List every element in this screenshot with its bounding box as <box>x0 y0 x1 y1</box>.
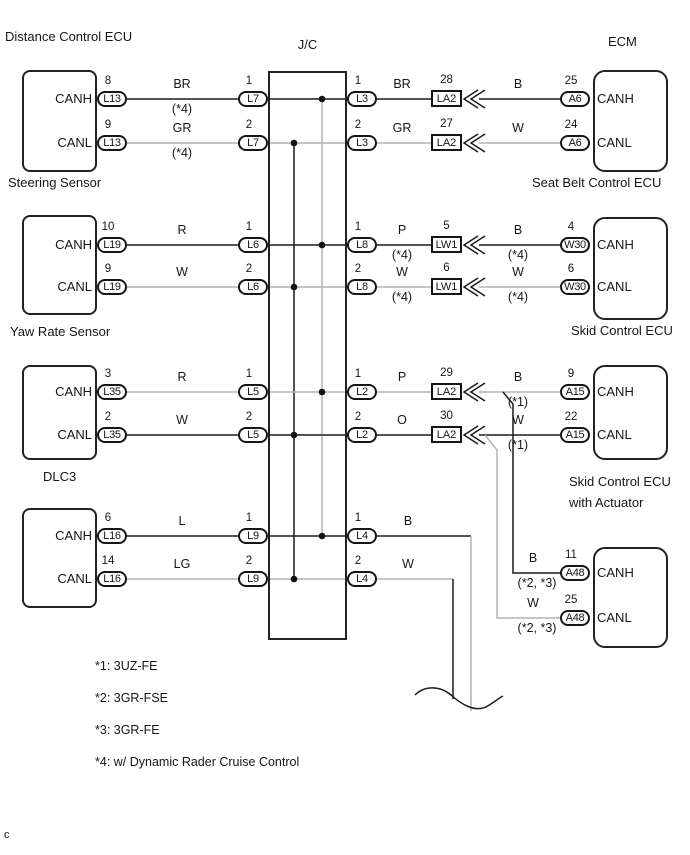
component-box-right-1 <box>593 217 668 320</box>
wire-color-label: P <box>397 370 407 384</box>
connector-oval: A48 <box>560 565 590 581</box>
label-line-1: Skid Control ECU <box>569 474 671 489</box>
pin-number: 3 <box>104 368 112 380</box>
junction-connector-box <box>268 71 347 640</box>
pin-number: 1 <box>245 221 253 233</box>
pin-number: 6 <box>443 262 450 274</box>
splice-connector: LA2 <box>431 383 462 400</box>
pin-number: 1 <box>354 221 362 233</box>
connector-oval: L8 <box>347 237 377 253</box>
connector-oval: A48 <box>560 610 590 626</box>
wire-note-label: (*2, *3) <box>517 576 557 590</box>
pin-number: 2 <box>354 411 362 423</box>
connector-oval: L6 <box>238 279 268 295</box>
pin-number: 1 <box>354 512 362 524</box>
pin-number: 9 <box>104 119 112 131</box>
signal-label: CANH <box>597 565 634 580</box>
wire-color-label: R <box>177 370 187 384</box>
splice-connector: LA2 <box>431 134 462 151</box>
signal-label: CANL <box>597 135 632 150</box>
wire-color-label: B <box>513 370 523 384</box>
note-3: *3: 3GR-FE <box>95 723 160 737</box>
wire-color-label: GR <box>172 121 192 135</box>
wire-color-label: W <box>527 596 539 610</box>
wire-color-label: W <box>512 121 524 135</box>
pin-number: 25 <box>564 75 578 87</box>
pin-number: 5 <box>443 220 450 232</box>
connector-oval: L8 <box>347 279 377 295</box>
label-junction-connector: J/C <box>297 37 318 52</box>
pin-number: 2 <box>245 411 253 423</box>
pin-number: 1 <box>245 75 253 87</box>
pin-number: 9 <box>567 368 575 380</box>
connector-oval: L2 <box>347 384 377 400</box>
pin-number: 27 <box>440 118 453 130</box>
connector-oval: A15 <box>560 384 590 400</box>
label-skid-control-ecu: Skid Control ECU <box>571 323 673 338</box>
wire-note-label: (*4) <box>391 290 413 304</box>
splice-connector: LA2 <box>431 90 462 107</box>
connector-oval: L4 <box>347 571 377 587</box>
signal-label: CANL <box>597 610 632 625</box>
label-distance-control-ecu: Distance Control ECU <box>5 29 133 44</box>
pin-number: 11 <box>565 549 577 561</box>
connector-oval: L4 <box>347 528 377 544</box>
connector-oval: L6 <box>238 237 268 253</box>
page-marker: c <box>4 829 10 841</box>
pin-number: 1 <box>245 368 253 380</box>
break-wave <box>415 688 503 709</box>
wire-color-label: LG <box>173 557 191 571</box>
pin-number: 29 <box>440 367 453 379</box>
wire-color-label: R <box>177 223 187 237</box>
wire-color-label: O <box>397 413 407 427</box>
pin-number: 25 <box>564 594 578 606</box>
connector-oval: L13 <box>97 135 127 151</box>
component-box-left-1 <box>22 215 97 315</box>
pin-number: 2 <box>245 555 253 567</box>
pin-number: 1 <box>245 512 253 524</box>
pin-number: 4 <box>567 221 575 233</box>
label-ecm: ECM <box>608 34 637 49</box>
pin-number: 10 <box>101 221 115 233</box>
signal-label: CANH <box>55 237 92 252</box>
connector-oval: L7 <box>238 135 268 151</box>
wire-color-label: W <box>512 265 524 279</box>
connector-oval: L19 <box>97 279 127 295</box>
pin-number: 2 <box>245 263 253 275</box>
connector-oval: L9 <box>238 528 268 544</box>
connector-oval: L35 <box>97 384 127 400</box>
label-steering-sensor: Steering Sensor <box>8 175 102 190</box>
connector-oval: L7 <box>238 91 268 107</box>
wire-color-label: W <box>396 265 408 279</box>
pin-number: 28 <box>440 74 453 86</box>
component-box-right-0 <box>593 70 668 172</box>
connector-oval: L3 <box>347 91 377 107</box>
wire-note-label: (*4) <box>171 102 193 116</box>
wire-color-label: W <box>402 557 414 571</box>
wire-color-label: W <box>176 265 188 279</box>
pin-number: 6 <box>567 263 575 275</box>
pin-number: 14 <box>101 555 115 567</box>
wire-color-label: W <box>176 413 188 427</box>
pin-number: 1 <box>354 75 362 87</box>
wire-note-label: (*4) <box>171 146 193 160</box>
splice-connector: LW1 <box>431 236 462 253</box>
wire-color-label: B <box>513 77 523 91</box>
wire-color-label: B <box>403 514 413 528</box>
pin-number: 24 <box>564 119 578 131</box>
pin-number: 6 <box>104 512 112 524</box>
signal-label: CANH <box>597 91 634 106</box>
label-seat-belt-control-ecu: Seat Belt Control ECU <box>532 175 662 190</box>
pin-number: 30 <box>440 410 453 422</box>
connector-oval: L9 <box>238 571 268 587</box>
wire-color-label: GR <box>392 121 412 135</box>
wire-color-label: B <box>513 223 523 237</box>
connector-oval: A6 <box>560 135 590 151</box>
signal-label: CANL <box>57 427 92 442</box>
engine-notes <box>95 660 299 788</box>
component-box-right-2 <box>593 365 668 460</box>
wire-note-label: (*4) <box>507 248 529 262</box>
component-box-left-2 <box>22 365 97 460</box>
wire-note-label: (*1) <box>507 395 529 409</box>
label-yaw-rate-sensor: Yaw Rate Sensor <box>10 324 111 339</box>
connector-oval: L3 <box>347 135 377 151</box>
signal-label: CANL <box>57 135 92 150</box>
pin-number: 2 <box>354 263 362 275</box>
signal-label: CANL <box>597 427 632 442</box>
connector-oval: L2 <box>347 427 377 443</box>
note-1: *1: 3UZ-FE <box>95 659 158 673</box>
pin-number: 22 <box>564 411 578 423</box>
signal-label: CANH <box>597 237 634 252</box>
splice-connector: LW1 <box>431 278 462 295</box>
wire-note-label: (*4) <box>391 248 413 262</box>
note-4: *4: w/ Dynamic Rader Cruise Control <box>95 755 300 769</box>
splice-connector: LA2 <box>431 426 462 443</box>
connector-oval: A15 <box>560 427 590 443</box>
wire-note-label: (*1) <box>507 438 529 452</box>
label-skid-control-ecu-with-actuator <box>569 471 671 513</box>
wire-color-label: BR <box>393 77 411 91</box>
signal-label: CANL <box>597 279 632 294</box>
wire-color-label: BR <box>173 77 191 91</box>
connector-oval: L19 <box>97 237 127 253</box>
pin-number: 2 <box>354 119 362 131</box>
pin-number: 1 <box>354 368 362 380</box>
connector-oval: L5 <box>238 384 268 400</box>
label-line-2: with Actuator <box>569 495 644 510</box>
component-box-left-0 <box>22 70 97 172</box>
wire-note-label: (*4) <box>507 290 529 304</box>
pin-number: 8 <box>104 75 112 87</box>
pin-number: 2 <box>104 411 112 423</box>
wire-color-label: B <box>528 551 538 565</box>
wire-color-label: L <box>178 514 186 528</box>
signal-label: CANH <box>597 384 634 399</box>
pin-number: 2 <box>354 555 362 567</box>
signal-label: CANH <box>55 384 92 399</box>
signal-label: CANL <box>57 279 92 294</box>
branch-wire-w <box>485 435 561 618</box>
connector-oval: L13 <box>97 91 127 107</box>
signal-label: CANH <box>55 91 92 106</box>
connector-oval: L16 <box>97 571 127 587</box>
connector-oval: L5 <box>238 427 268 443</box>
wire-color-label: W <box>512 413 524 427</box>
wire-note-label: (*2, *3) <box>517 621 557 635</box>
component-box-left-3 <box>22 508 97 608</box>
connector-oval: L16 <box>97 528 127 544</box>
connector-oval: W30 <box>560 237 590 253</box>
component-box-right-3 <box>593 547 668 648</box>
connector-oval: L35 <box>97 427 127 443</box>
note-2: *2: 3GR-FSE <box>95 691 168 705</box>
connector-oval: W30 <box>560 279 590 295</box>
wire-color-label: P <box>397 223 407 237</box>
pin-number: 9 <box>104 263 112 275</box>
signal-label: CANH <box>55 528 92 543</box>
signal-label: CANL <box>57 571 92 586</box>
label-dlc3: DLC3 <box>43 469 77 484</box>
pin-number: 2 <box>245 119 253 131</box>
connector-oval: A6 <box>560 91 590 107</box>
